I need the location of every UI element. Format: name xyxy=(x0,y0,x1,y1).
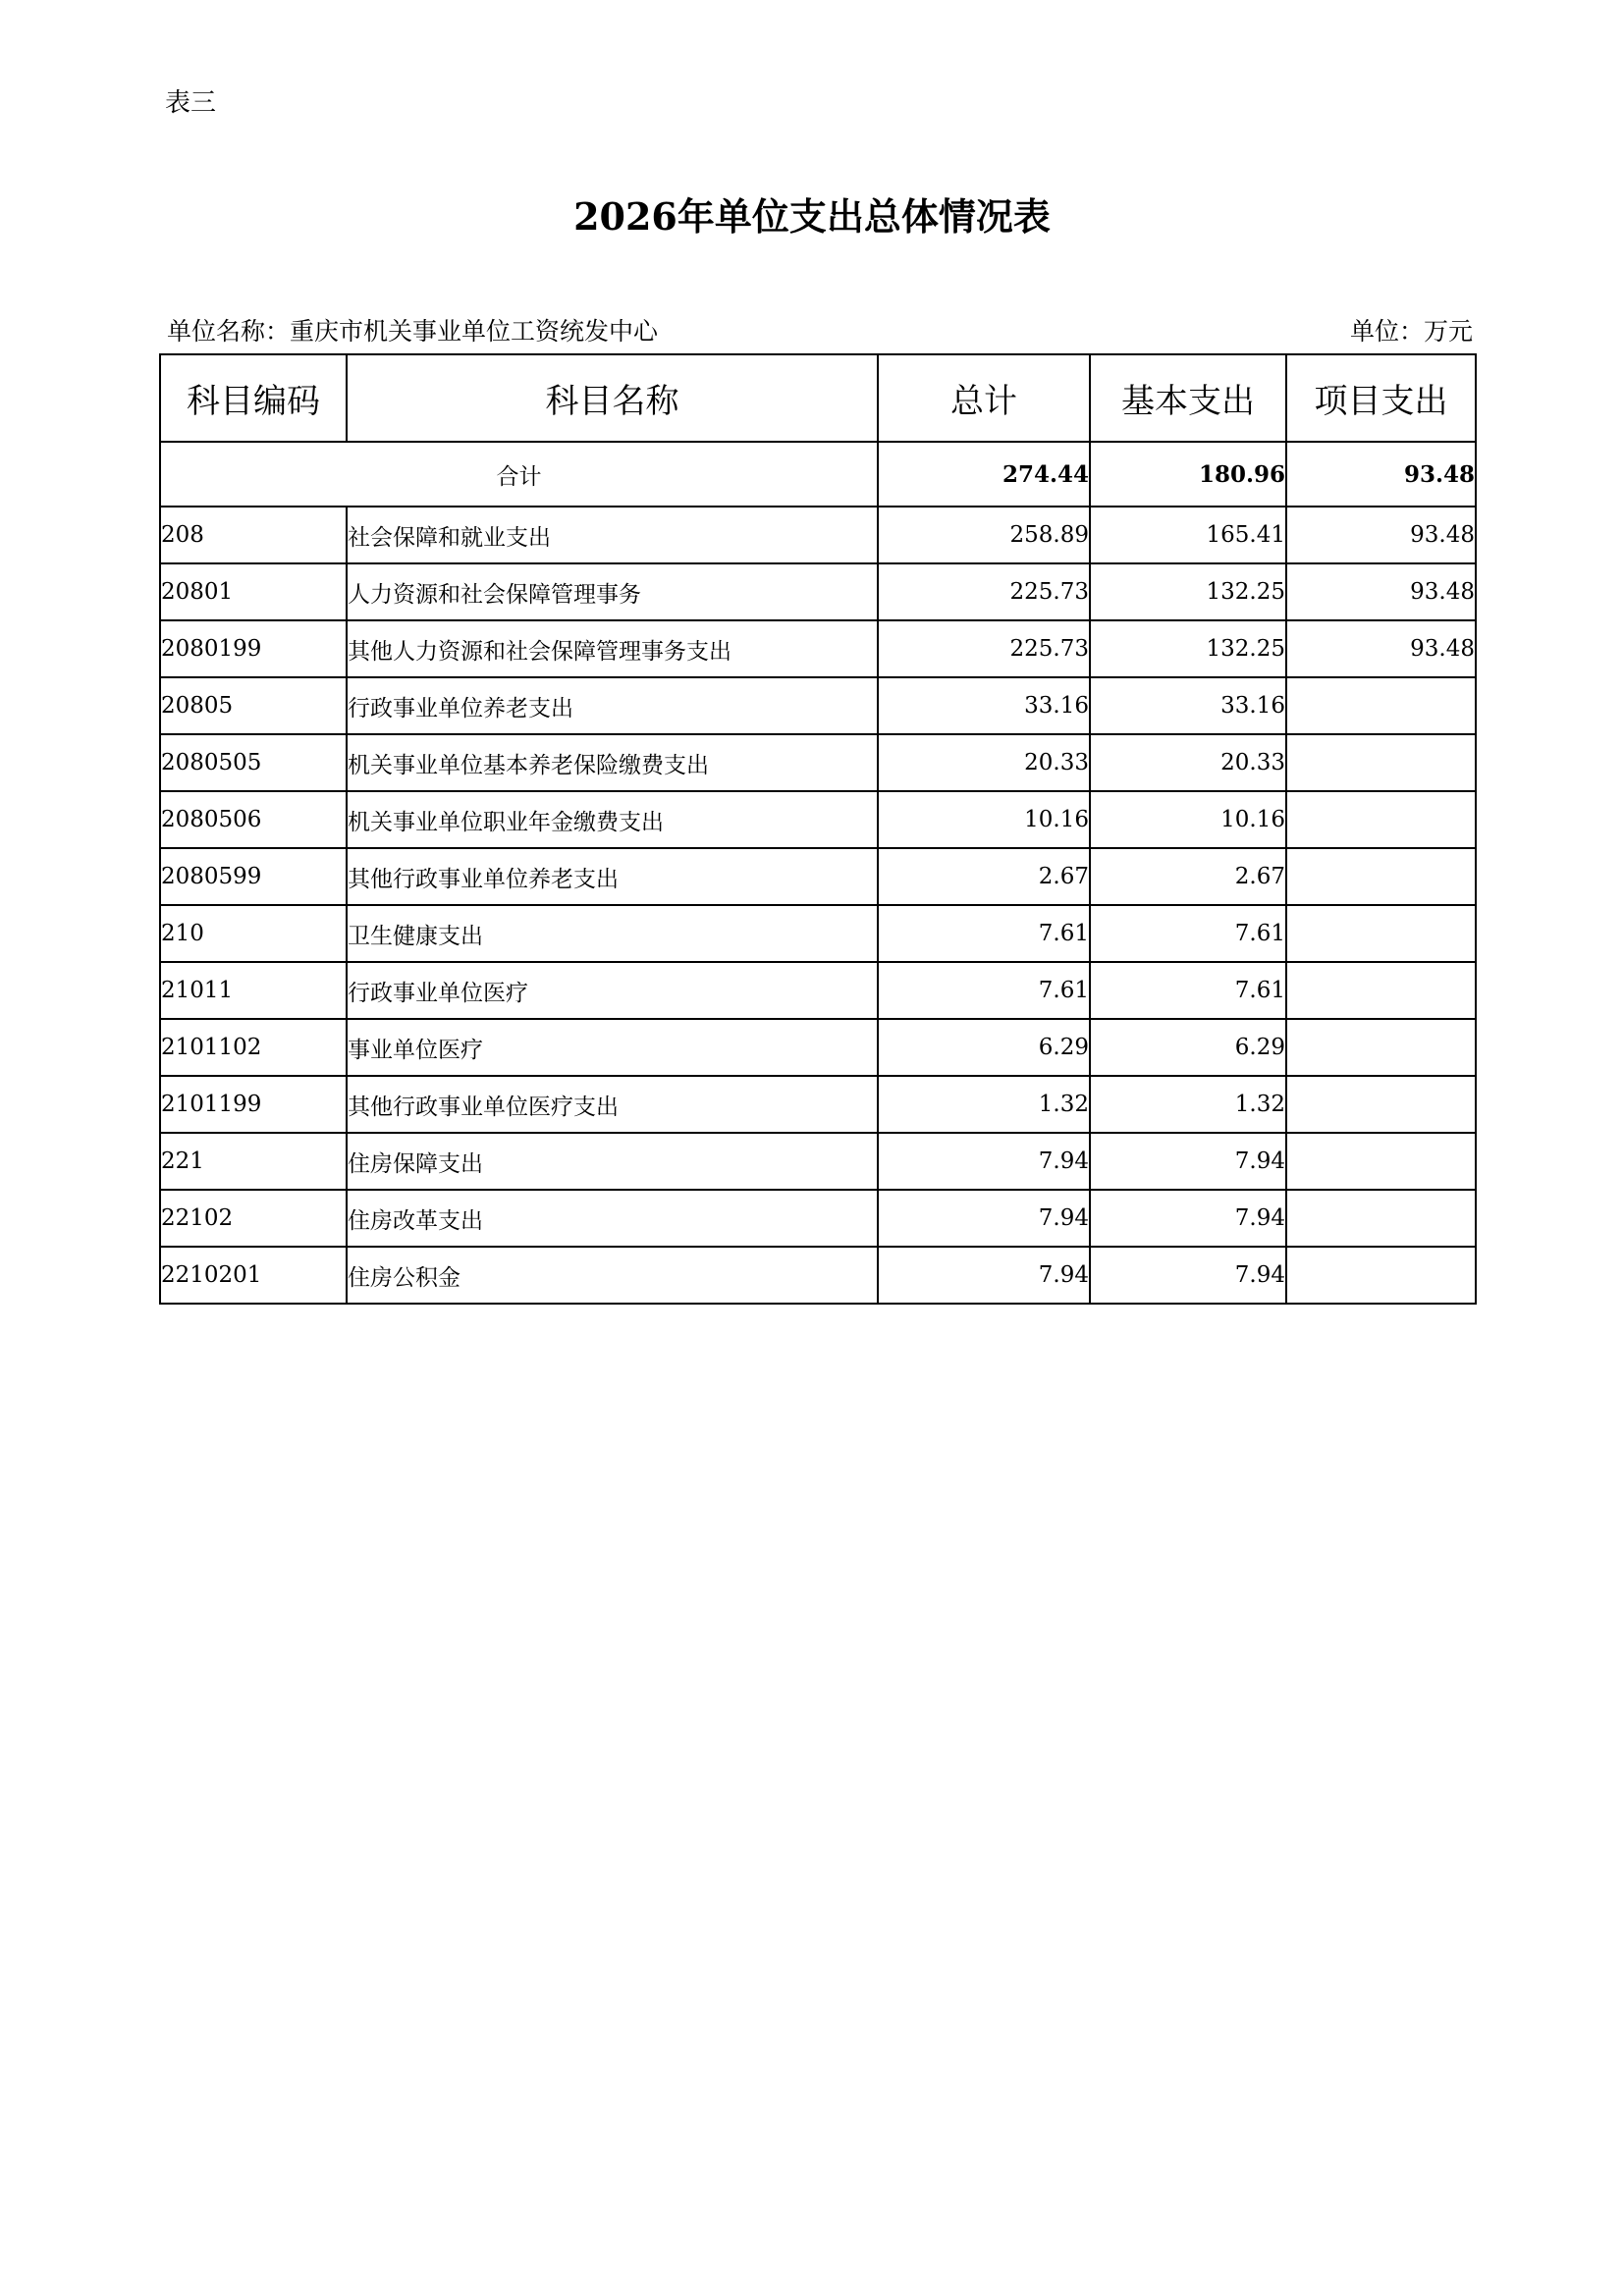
project-expenditure-cell xyxy=(1286,1133,1476,1190)
subject-code-cell: 2080506 xyxy=(160,791,347,848)
subject-name-cell: 住房保障支出 xyxy=(347,1133,878,1190)
project-expenditure-cell: 93.48 xyxy=(1286,507,1476,563)
project-expenditure-cell xyxy=(1286,1190,1476,1247)
total-cell: 258.89 xyxy=(878,507,1090,563)
total-cell: 20.33 xyxy=(878,734,1090,791)
subject-code-cell: 2080505 xyxy=(160,734,347,791)
subject-name-cell: 行政事业单位养老支出 xyxy=(347,677,878,734)
project-expenditure-cell xyxy=(1286,905,1476,962)
basic-expenditure-cell: 6.29 xyxy=(1090,1019,1286,1076)
basic-expenditure-cell: 1.32 xyxy=(1090,1076,1286,1133)
table-row xyxy=(160,1076,1476,1133)
total-basic: 180.96 xyxy=(1090,442,1286,507)
total-cell: 7.61 xyxy=(878,905,1090,962)
total-cell: 6.29 xyxy=(878,1019,1090,1076)
document-label: 表三 xyxy=(165,88,217,118)
table-row xyxy=(160,1190,1476,1247)
subject-name-cell: 事业单位医疗 xyxy=(347,1019,878,1076)
total-cell: 10.16 xyxy=(878,791,1090,848)
total-cell: 1.32 xyxy=(878,1076,1090,1133)
header-subject-name: 科目名称 xyxy=(347,354,878,442)
table-header-row xyxy=(160,354,1476,442)
basic-expenditure-cell: 7.94 xyxy=(1090,1133,1286,1190)
project-expenditure-cell: 93.48 xyxy=(1286,563,1476,620)
basic-expenditure-cell: 165.41 xyxy=(1090,507,1286,563)
total-total: 274.44 xyxy=(878,442,1090,507)
table-row xyxy=(160,905,1476,962)
page-title: 2026年单位支出总体情况表 xyxy=(573,194,1051,239)
subject-code-cell: 2080199 xyxy=(160,620,347,677)
basic-expenditure-cell: 20.33 xyxy=(1090,734,1286,791)
table-row xyxy=(160,1247,1476,1304)
subject-name-cell: 其他人力资源和社会保障管理事务支出 xyxy=(347,620,878,677)
subject-code-cell: 208 xyxy=(160,507,347,563)
table-row xyxy=(160,620,1476,677)
total-cell: 33.16 xyxy=(878,677,1090,734)
subject-code-cell: 22102 xyxy=(160,1190,347,1247)
subject-name-cell: 其他行政事业单位养老支出 xyxy=(347,848,878,905)
table-row xyxy=(160,1019,1476,1076)
basic-expenditure-cell: 7.61 xyxy=(1090,962,1286,1019)
header-project-expenditure: 项目支出 xyxy=(1286,354,1476,442)
total-cell: 225.73 xyxy=(878,563,1090,620)
basic-expenditure-cell: 7.94 xyxy=(1090,1190,1286,1247)
subject-code-cell: 210 xyxy=(160,905,347,962)
table-row xyxy=(160,677,1476,734)
subject-name-cell: 机关事业单位职业年金缴费支出 xyxy=(347,791,878,848)
table-row xyxy=(160,563,1476,620)
total-cell: 2.67 xyxy=(878,848,1090,905)
total-cell: 7.94 xyxy=(878,1190,1090,1247)
header-basic-expenditure: 基本支出 xyxy=(1090,354,1286,442)
subject-code-cell: 2080599 xyxy=(160,848,347,905)
subject-code-cell: 20801 xyxy=(160,563,347,620)
project-expenditure-cell xyxy=(1286,1247,1476,1304)
basic-expenditure-cell: 132.25 xyxy=(1090,563,1286,620)
subject-code-cell: 21011 xyxy=(160,962,347,1019)
header-subject-code: 科目编码 xyxy=(160,354,347,442)
basic-expenditure-cell: 33.16 xyxy=(1090,677,1286,734)
subject-name-cell: 卫生健康支出 xyxy=(347,905,878,962)
table-row xyxy=(160,791,1476,848)
project-expenditure-cell xyxy=(1286,962,1476,1019)
subject-name-cell: 其他行政事业单位医疗支出 xyxy=(347,1076,878,1133)
project-expenditure-cell xyxy=(1286,677,1476,734)
basic-expenditure-cell: 2.67 xyxy=(1090,848,1286,905)
table-row xyxy=(160,734,1476,791)
total-cell: 7.61 xyxy=(878,962,1090,1019)
currency-unit: 单位：万元 xyxy=(1349,317,1473,346)
table-row xyxy=(160,507,1476,563)
table-row xyxy=(160,962,1476,1019)
expenditure-table xyxy=(159,353,1477,1305)
table-row xyxy=(160,848,1476,905)
project-expenditure-cell xyxy=(1286,791,1476,848)
total-row xyxy=(160,442,1476,507)
total-cell: 7.94 xyxy=(878,1247,1090,1304)
subject-code-cell: 2101102 xyxy=(160,1019,347,1076)
total-label: 合计 xyxy=(160,442,878,507)
subject-code-cell: 2210201 xyxy=(160,1247,347,1304)
basic-expenditure-cell: 132.25 xyxy=(1090,620,1286,677)
subject-code-cell: 221 xyxy=(160,1133,347,1190)
subject-code-cell: 20805 xyxy=(160,677,347,734)
subject-name-cell: 行政事业单位医疗 xyxy=(347,962,878,1019)
subject-name-cell: 机关事业单位基本养老保险缴费支出 xyxy=(347,734,878,791)
basic-expenditure-cell: 7.94 xyxy=(1090,1247,1286,1304)
subject-name-cell: 住房公积金 xyxy=(347,1247,878,1304)
subject-code-cell: 2101199 xyxy=(160,1076,347,1133)
subject-name-cell: 住房改革支出 xyxy=(347,1190,878,1247)
subject-name-cell: 人力资源和社会保障管理事务 xyxy=(347,563,878,620)
header-total: 总计 xyxy=(878,354,1090,442)
project-expenditure-cell: 93.48 xyxy=(1286,620,1476,677)
total-cell: 225.73 xyxy=(878,620,1090,677)
project-expenditure-cell xyxy=(1286,1076,1476,1133)
unit-name: 单位名称：重庆市机关事业单位工资统发中心 xyxy=(167,317,659,346)
basic-expenditure-cell: 10.16 xyxy=(1090,791,1286,848)
subject-name-cell: 社会保障和就业支出 xyxy=(347,507,878,563)
project-expenditure-cell xyxy=(1286,848,1476,905)
total-project: 93.48 xyxy=(1286,442,1476,507)
total-cell: 7.94 xyxy=(878,1133,1090,1190)
project-expenditure-cell xyxy=(1286,734,1476,791)
project-expenditure-cell xyxy=(1286,1019,1476,1076)
table-row xyxy=(160,1133,1476,1190)
basic-expenditure-cell: 7.61 xyxy=(1090,905,1286,962)
